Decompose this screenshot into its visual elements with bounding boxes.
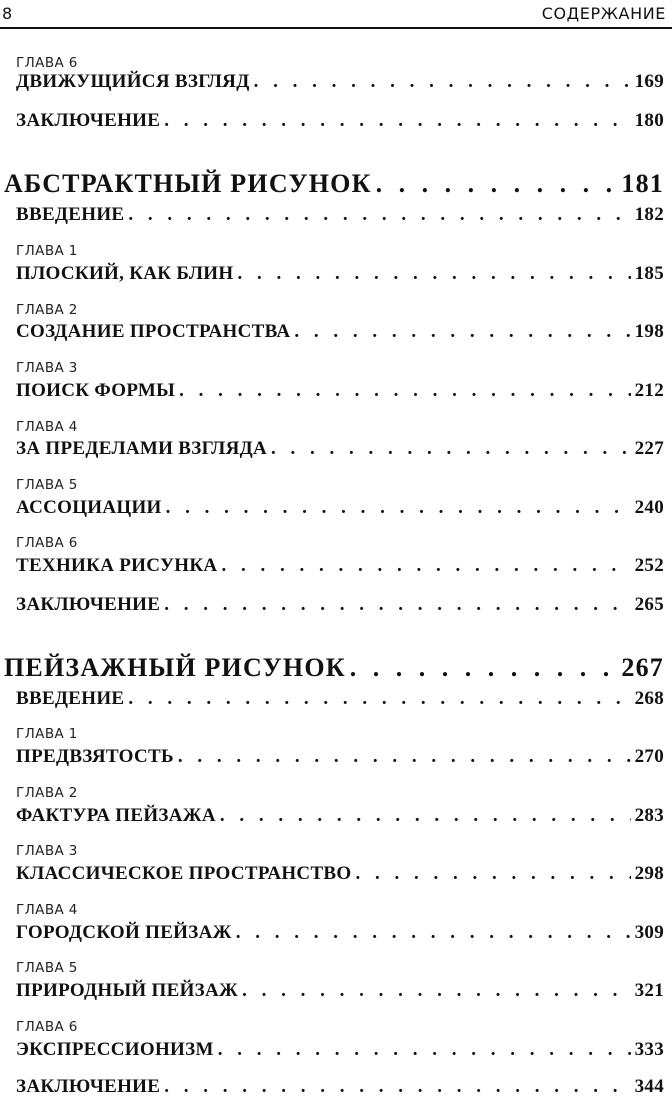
part-title: ПЕЙЗАЖНЫЙ РИСУНОК bbox=[4, 653, 346, 682]
dot-leader bbox=[179, 380, 631, 402]
part-title: АБСТРАКТНЫЙ РИСУНОК bbox=[4, 169, 372, 198]
toc-entry[interactable] bbox=[16, 863, 664, 885]
entry-title: ДВИЖУЩИЙСЯ ВЗГЛЯД bbox=[16, 71, 250, 92]
dot-leader bbox=[355, 863, 630, 885]
entry-title: ТЕХНИКА РИСУНКА bbox=[16, 555, 218, 576]
entry-page: 309 bbox=[634, 922, 664, 943]
toc-entry[interactable] bbox=[16, 555, 664, 577]
entry-title: ВВЕДЕНИЕ bbox=[16, 688, 125, 709]
chapter-label: ГЛАВА 1 bbox=[16, 243, 78, 259]
toc-entry[interactable] bbox=[16, 263, 664, 285]
entry-title: ФАКТУРА ПЕЙЗАЖА bbox=[16, 805, 216, 826]
entry-page: 344 bbox=[634, 1076, 664, 1097]
entry-page: 270 bbox=[634, 746, 664, 767]
entry-title: ПЛОСКИЙ, КАК БЛИН bbox=[16, 263, 234, 284]
entry-page: 180 bbox=[634, 110, 664, 131]
chapter-label: ГЛАВА 3 bbox=[16, 360, 78, 376]
entry-page: 298 bbox=[634, 863, 664, 884]
dot-leader bbox=[218, 1039, 631, 1061]
entry-page: 185 bbox=[634, 263, 664, 284]
toc-entry[interactable] bbox=[16, 1076, 664, 1098]
toc-entry[interactable] bbox=[16, 497, 664, 519]
entry-page: 169 bbox=[634, 71, 664, 92]
chapter-label: ГЛАВА 5 bbox=[16, 477, 78, 493]
part-entry[interactable] bbox=[4, 653, 664, 683]
toc-entry[interactable] bbox=[16, 980, 664, 1002]
dot-leader bbox=[220, 805, 631, 827]
chapter-label: ГЛАВА 2 bbox=[16, 302, 78, 318]
toc-entry[interactable] bbox=[16, 746, 664, 768]
dot-leader bbox=[294, 321, 630, 343]
dot-leader bbox=[128, 688, 630, 710]
entry-title: ПОИСК ФОРМЫ bbox=[16, 380, 176, 401]
entry-page: 198 bbox=[634, 321, 664, 342]
entry-page: 283 bbox=[634, 805, 664, 826]
entry-page: 212 bbox=[634, 380, 664, 401]
toc-entry[interactable] bbox=[16, 321, 664, 343]
entry-page: 265 bbox=[634, 594, 664, 615]
chapter-label: ГЛАВА 6 bbox=[16, 55, 78, 71]
toc-entry[interactable] bbox=[16, 438, 664, 460]
entry-page: 321 bbox=[634, 980, 664, 1001]
dot-leader bbox=[128, 204, 630, 226]
entry-title: ПРИРОДНЫЙ ПЕЙЗАЖ bbox=[16, 980, 239, 1001]
toc-entry[interactable] bbox=[16, 204, 664, 226]
entry-page: 240 bbox=[634, 497, 664, 518]
chapter-label: ГЛАВА 2 bbox=[16, 785, 78, 801]
entry-page: 227 bbox=[634, 438, 664, 459]
entry-title: ЗАКЛЮЧЕНИЕ bbox=[16, 1076, 161, 1097]
toc-entry[interactable] bbox=[16, 594, 664, 616]
dot-leader bbox=[164, 1076, 630, 1098]
dot-leader bbox=[164, 110, 630, 132]
entry-title: ЭКСПРЕССИОНИЗМ bbox=[16, 1039, 214, 1060]
toc-entry[interactable] bbox=[16, 805, 664, 827]
entry-page: 268 bbox=[634, 688, 664, 709]
dot-leader bbox=[242, 980, 631, 1002]
dot-leader bbox=[350, 653, 618, 683]
entry-title: СОЗДАНИЕ ПРОСТРАНСТВА bbox=[16, 321, 291, 342]
toc-entry[interactable] bbox=[16, 71, 664, 93]
entry-title: ЗАКЛЮЧЕНИЕ bbox=[16, 110, 161, 131]
dot-leader bbox=[254, 71, 631, 93]
page-header bbox=[0, 0, 672, 30]
toc-entry[interactable] bbox=[16, 1039, 664, 1061]
part-entry[interactable] bbox=[4, 169, 664, 199]
page-number: 8 bbox=[2, 4, 13, 23]
chapter-label: ГЛАВА 4 bbox=[16, 902, 78, 918]
chapter-label: ГЛАВА 6 bbox=[16, 535, 78, 551]
dot-leader bbox=[221, 555, 630, 577]
dot-leader bbox=[271, 438, 631, 460]
part-page: 267 bbox=[621, 653, 664, 682]
dot-leader bbox=[166, 497, 631, 519]
entry-title: ВВЕДЕНИЕ bbox=[16, 204, 125, 225]
dot-leader bbox=[237, 263, 630, 285]
running-title: СОДЕРЖАНИЕ bbox=[541, 4, 666, 23]
chapter-label: ГЛАВА 1 bbox=[16, 726, 78, 742]
entry-title: ПРЕДВЗЯТОСТЬ bbox=[16, 746, 174, 767]
dot-leader bbox=[164, 594, 630, 616]
toc-entry[interactable] bbox=[16, 380, 664, 402]
chapter-label: ГЛАВА 6 bbox=[16, 1019, 78, 1035]
part-page: 181 bbox=[621, 169, 664, 198]
dot-leader bbox=[178, 746, 631, 768]
chapter-label: ГЛАВА 5 bbox=[16, 960, 78, 976]
toc-entry[interactable] bbox=[16, 688, 664, 710]
header-rule bbox=[0, 27, 672, 29]
toc-entry[interactable] bbox=[16, 110, 664, 132]
entry-page: 333 bbox=[634, 1039, 664, 1060]
entry-page: 182 bbox=[634, 204, 664, 225]
entry-title: КЛАССИЧЕСКОЕ ПРОСТРАНСТВО bbox=[16, 863, 352, 884]
chapter-label: ГЛАВА 3 bbox=[16, 843, 78, 859]
entry-title: ЗА ПРЕДЕЛАМИ ВЗГЛЯДА bbox=[16, 438, 267, 459]
entry-title: ЗАКЛЮЧЕНИЕ bbox=[16, 594, 161, 615]
toc-entry[interactable] bbox=[16, 922, 664, 944]
entry-title: ГОРОДСКОЙ ПЕЙЗАЖ bbox=[16, 922, 232, 943]
dot-leader bbox=[236, 922, 631, 944]
entry-title: АССОЦИАЦИИ bbox=[16, 497, 162, 518]
dot-leader bbox=[376, 169, 618, 199]
chapter-label: ГЛАВА 4 bbox=[16, 419, 78, 435]
entry-page: 252 bbox=[634, 555, 664, 576]
